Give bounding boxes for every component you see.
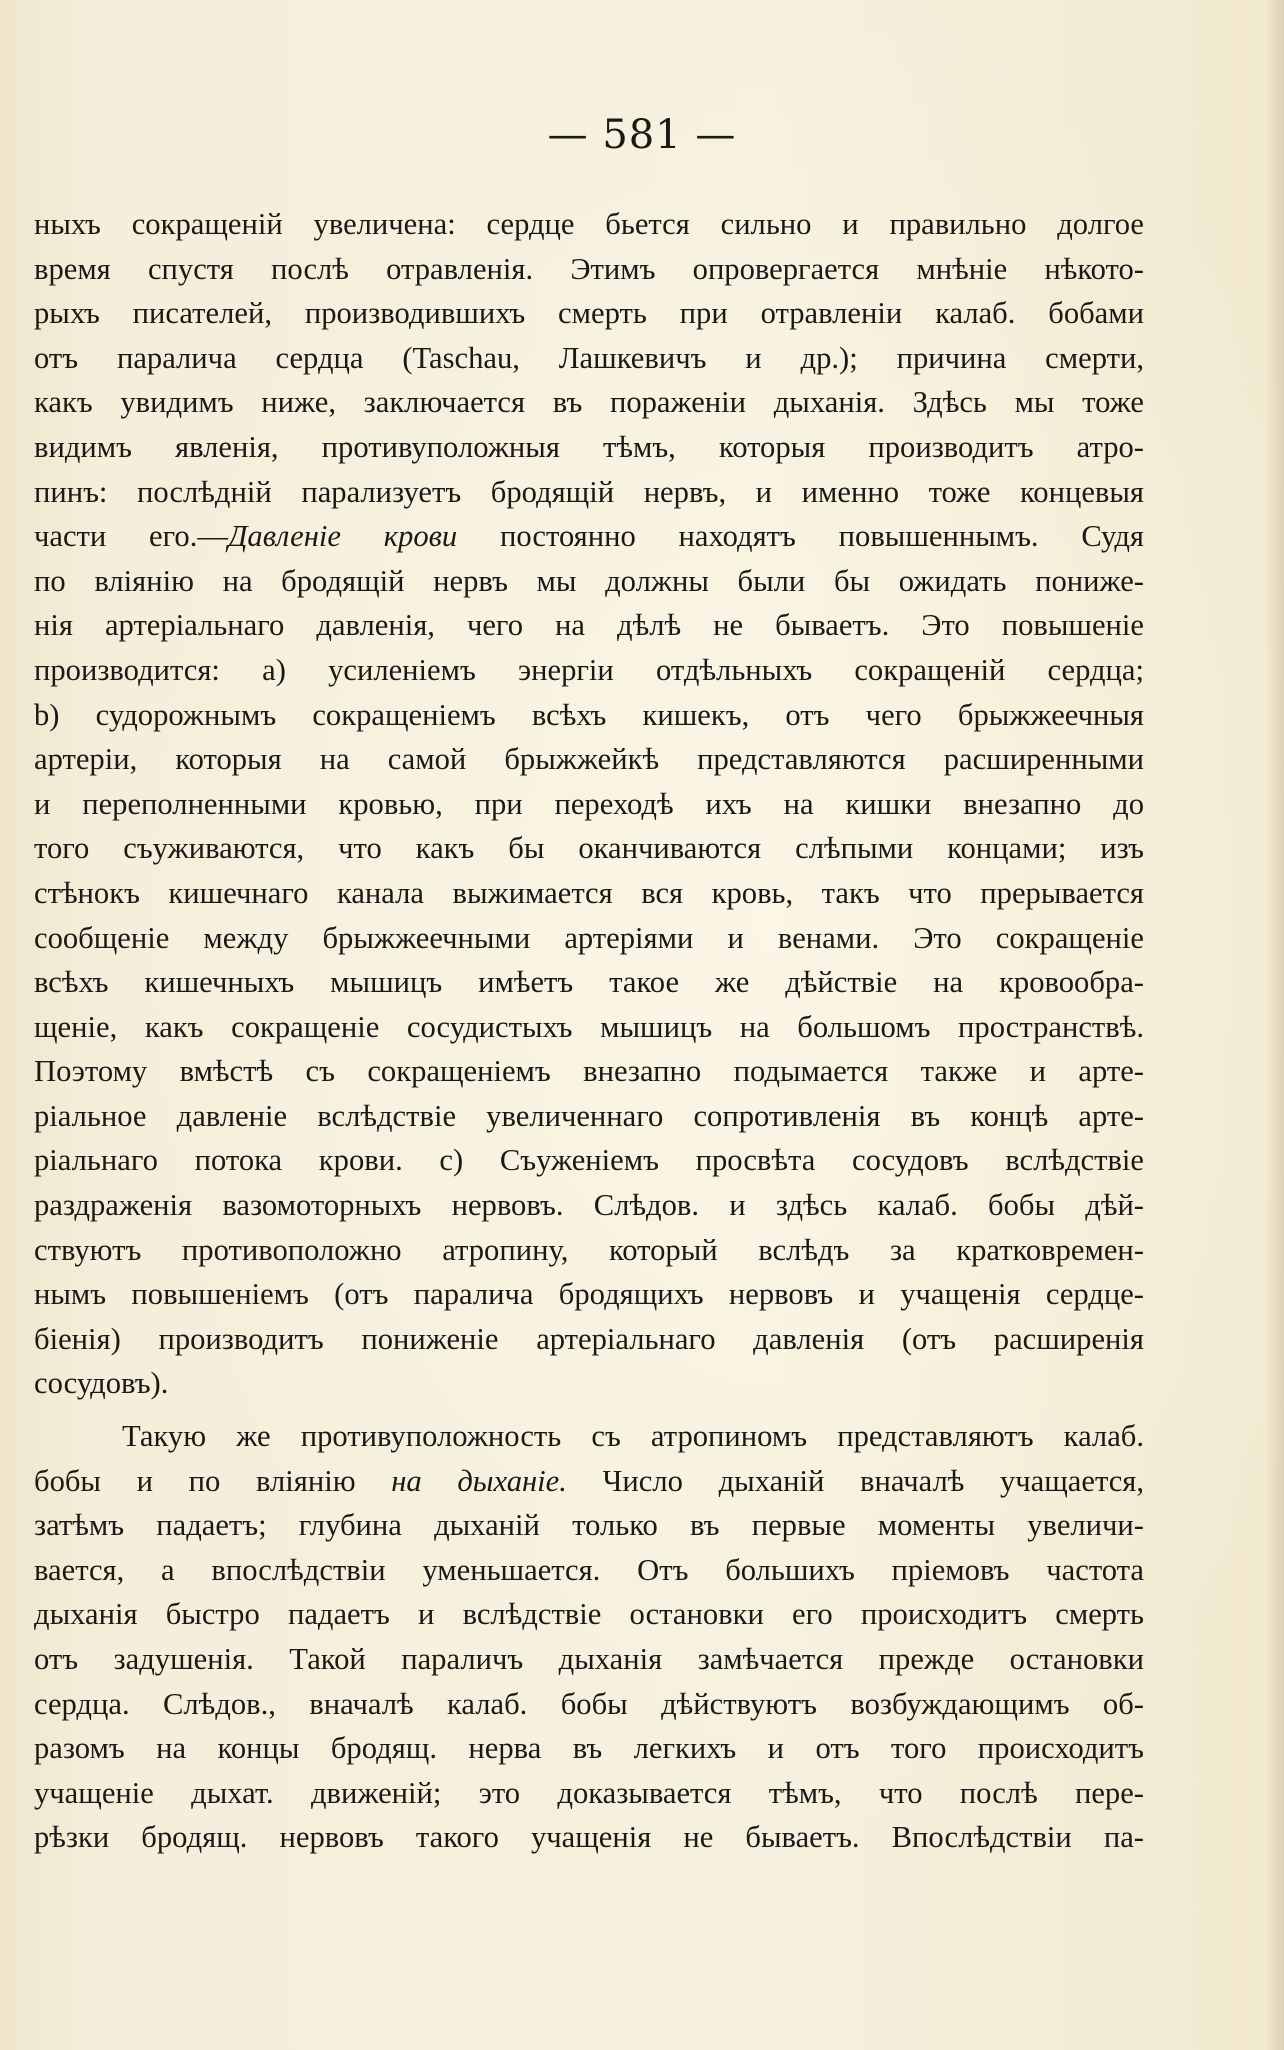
text-line bbox=[34, 1459, 1144, 1504]
text-line: щенiе, какъ сокращенiе сосудистыхъ мышицъ на большомъ пространствѣ. bbox=[34, 1009, 1144, 1044]
text-segment: постоянно находятъ повышеннымъ. Судя bbox=[457, 519, 1144, 554]
text-line: пинъ: послѣднiй парализуетъ бродящiй нервъ, и именно тоже концевыя bbox=[34, 474, 1144, 509]
text-line: всѣхъ кишечныхъ мышицъ имѣетъ такое же дѣйствiе на кровообра- bbox=[34, 965, 1144, 1000]
text-line: рыхъ писателей, производившихъ смерть при отравленiи калаб. бобами bbox=[34, 296, 1144, 331]
text-line: затѣмъ падаетъ; глубина дыханiй только въ первые моменты увеличи- bbox=[34, 1508, 1144, 1543]
text-line: Поэтому вмѣстѣ съ сокращенiемъ внезапно подымается также и арте- bbox=[34, 1054, 1144, 1089]
text-line bbox=[34, 514, 1144, 559]
text-line: учащенiе дыхат. движенiй; это доказывается тѣмъ, что послѣ пере- bbox=[34, 1775, 1144, 1810]
text-segment: части его.— bbox=[34, 519, 228, 554]
text-line: дыханiя быстро падаетъ и вслѣдствiе остановки его происходитъ смерть bbox=[34, 1597, 1144, 1632]
italic-term: на дыханiе. bbox=[391, 1463, 567, 1498]
page-number: — 581 — bbox=[547, 112, 737, 158]
text-line: сообщенiе между брыжжеечными артерiями и венами. Это сокращенiе bbox=[34, 920, 1144, 955]
text-line: b) судорожнымъ сокращенiемъ всѣхъ кишекъ, отъ чего брыжжеечныя bbox=[34, 697, 1144, 732]
text-line: вается, а впослѣдствiи уменьшается. Отъ большихъ прiемовъ частота bbox=[34, 1552, 1144, 1587]
text-line: раздраженiя вазомоторныхъ нервовъ. Слѣдов. и здѣсь калаб. бобы дѣй- bbox=[34, 1188, 1144, 1223]
text-line: того съуживаются, что какъ бы оканчиваются слѣпыми концами; изъ bbox=[34, 831, 1144, 866]
page-edge-shadow bbox=[1266, 0, 1284, 2050]
text-line: по влiянiю на бродящiй нервъ мы должны были бы ожидать пониже- bbox=[34, 563, 1144, 598]
text-line: нiя артерiальнаго давленiя, чего на дѣлѣ не бываетъ. Это повышенiе bbox=[34, 608, 1144, 643]
text-line: время спустя послѣ отравленiя. Этимъ опровергается мнѣнiе нѣкото- bbox=[34, 251, 1144, 286]
text-line: видимъ явленiя, противуположныя тѣмъ, которыя производитъ атро- bbox=[34, 429, 1144, 464]
text-line: рѣзки бродящ. нервовъ такого учащенiя не бываетъ. Впослѣдствiи па- bbox=[34, 1820, 1144, 1855]
paragraph-2 bbox=[34, 1414, 1144, 1860]
text-line: и переполненными кровью, при переходѣ ихъ на кишки внезапно до bbox=[34, 786, 1144, 821]
text-line: ствуютъ противоположно атропину, который вслѣдъ за кратковремен- bbox=[34, 1232, 1144, 1267]
text-line: бiенiя) производитъ пониженiе артерiальнаго давленiя (отъ расширенiя bbox=[34, 1321, 1144, 1356]
text-segment: бобы и по влiянiю bbox=[34, 1463, 392, 1498]
text-line: стѣнокъ кишечнаго канала выжимается вся кровь, такъ что прерывается bbox=[34, 875, 1144, 910]
body-text bbox=[34, 202, 1144, 1860]
text-line: сердца. Слѣдов., вначалѣ калаб. бобы дѣйствуютъ возбуждающимъ об- bbox=[34, 1686, 1144, 1721]
text-line: какъ увидимъ ниже, заключается въ пораженiи дыханiя. Здѣсь мы тоже bbox=[34, 385, 1144, 420]
text-line: разомъ на концы бродящ. нерва въ легкихъ и отъ того происходитъ bbox=[34, 1731, 1144, 1766]
text-line: нымъ повышенiемъ (отъ паралича бродящихъ нервовъ и учащенiя сердце- bbox=[34, 1277, 1144, 1312]
text-line: рiальнаго потока крови. c) Съуженiемъ просвѣта сосудовъ вслѣдствiе bbox=[34, 1143, 1144, 1178]
text-line: отъ задушенiя. Такой параличъ дыханiя замѣчается прежде остановки bbox=[34, 1642, 1144, 1676]
paragraph-gap bbox=[34, 1406, 1144, 1414]
text-segment: Число дыханiй вначалѣ учащается, bbox=[566, 1463, 1144, 1498]
paragraph-1 bbox=[34, 202, 1144, 1406]
text-line: отъ паралича сердца (Taschau, Лашкевичъ и др.); причина смерти, bbox=[34, 340, 1144, 375]
text-line: ныхъ сокращенiй увеличена: сердце бьется сильно и правильно долгое bbox=[34, 207, 1144, 241]
text-line: производится: a) усиленiемъ энергiи отдѣльныхъ сокращенiй сердца; bbox=[34, 652, 1144, 687]
text-line: рiальное давленiе вслѣдствiе увеличеннаго сопротивленiя въ концѣ арте- bbox=[34, 1098, 1144, 1133]
text-line: Такую же противуположность съ атропиномъ представляютъ калаб. bbox=[122, 1419, 1144, 1454]
text-line: сосудовъ). bbox=[34, 1366, 169, 1401]
italic-term: Давленiе крови bbox=[227, 519, 458, 554]
text-line: артерiи, которыя на самой брыжжейкѣ представляются расширенными bbox=[34, 742, 1144, 777]
